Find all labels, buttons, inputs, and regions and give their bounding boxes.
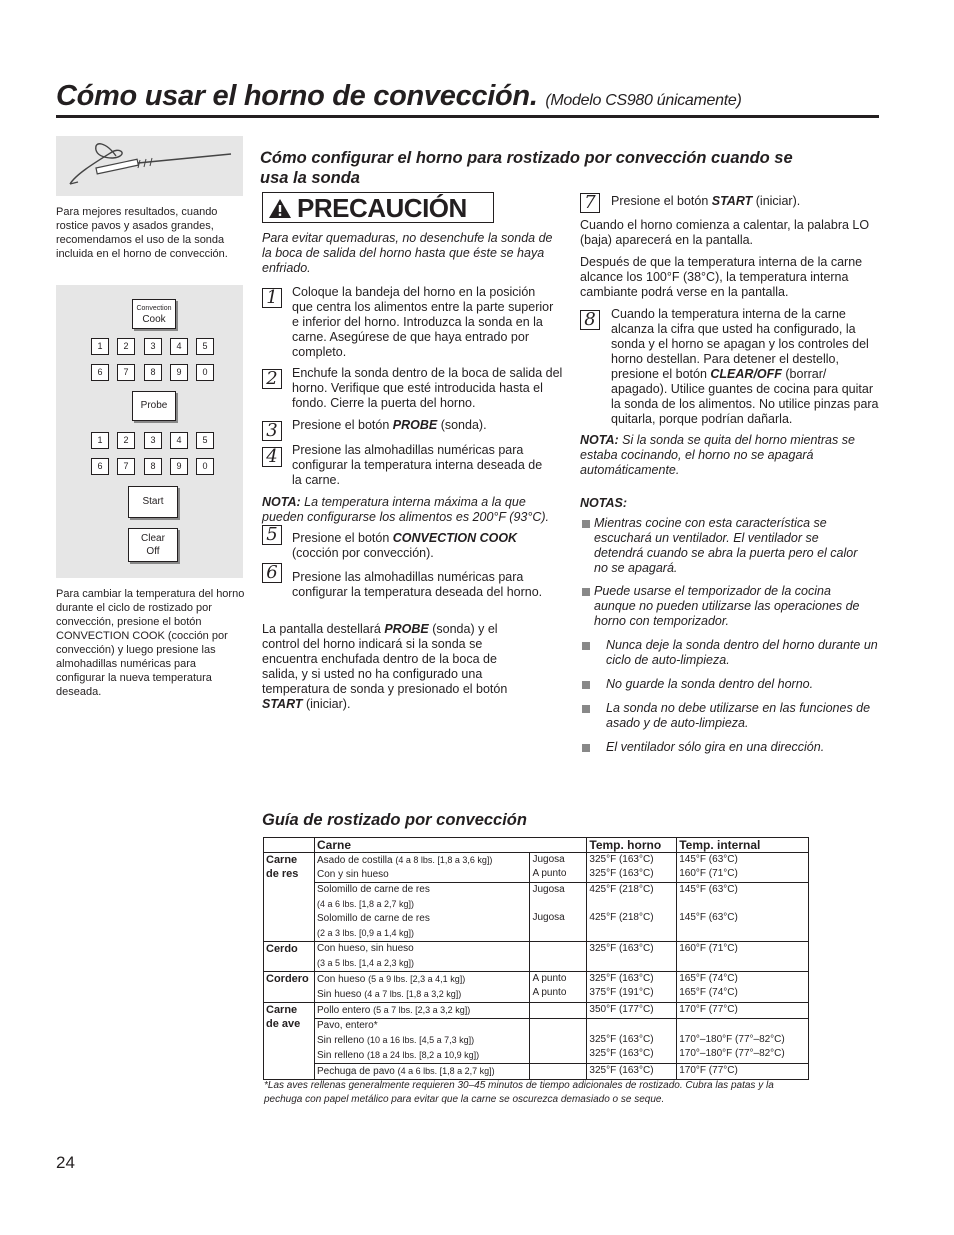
doneness: Jugosa (532, 884, 565, 895)
table-cell (677, 883, 809, 942)
probe-key-ref: PROBE (392, 418, 438, 432)
note-max-temp (262, 495, 552, 525)
doneness: Jugosa (532, 912, 565, 923)
internal-temp: 165°F (74°C) (679, 987, 738, 998)
flash-text (262, 622, 524, 712)
step-text-part: (borrar/ apagado). Utilice guantes de cocina para quitar la sonda de los alimentos. No utilice pinzas para quitarla, porque podrían dañarla. (611, 367, 879, 426)
table-cell (530, 942, 587, 972)
num-key: 7 (117, 458, 135, 475)
step-text (292, 418, 560, 433)
flash-text-part: (iniciar). (302, 697, 351, 711)
table-cell (530, 853, 587, 883)
cut-weight: (5 a 7 lbs. [2,3 a 3,2 kg]) (373, 1005, 471, 1015)
table-cell: 325°F (163°C) (587, 942, 677, 972)
step-number: 5 (262, 525, 282, 545)
category-cell: Carne de ave (264, 1003, 315, 1080)
lo-text: Cuando el horno comienza a calentar, la palabra LO (baja) aparecerá en la pantalla. (580, 218, 870, 247)
category-cell: Carne de res (264, 853, 315, 942)
table-header-cell: Temp. horno (587, 838, 677, 853)
num-key: 2 (117, 432, 135, 449)
notas-item: Mientras cocine con esta característica se escuchará un ventilador. El ventilador se detendrá cuando se abra la puerta pero el calor no se apagará. (594, 516, 858, 575)
note-text: La temperatura interna máxima a la que pueden configurarse los alimentos es 200°F (93°C). (262, 495, 550, 524)
num-key: 5 (196, 432, 214, 449)
cut-name: Sin relleno (316, 1050, 365, 1061)
bullet-icon (582, 681, 590, 689)
step-number: 8 (580, 310, 600, 330)
bullet-icon (582, 705, 590, 713)
step-number: 6 (262, 563, 282, 583)
cut-name: Pavo, entero* (316, 1020, 378, 1031)
table-header-row (264, 838, 809, 853)
bullet-icon (582, 588, 590, 596)
step-text-part: Presione el botón (292, 418, 393, 432)
caution-box (262, 192, 494, 223)
num-key: 1 (91, 338, 109, 355)
table-header-cell: Temp. internal (677, 838, 809, 853)
step-text-part: Cuando la temperatura interna de la carne alcanza la cifra que usted ha configurado, la sonda y el horno se apagan y los controles del horno destellan. Para detener el destello, presione el botón (611, 307, 869, 381)
section-heading: Cómo configurar el horno para rostizado por convección cuando se usa la sonda (260, 149, 793, 187)
num-key: 8 (144, 364, 162, 381)
notas-item: No guarde la sonda dentro del horno. (606, 677, 814, 691)
probe-caption: Para mejores resultados, cuando rostice pavos y asados grandes, recomendamos el uso de la sonda incluida en el horno de convección. (56, 206, 228, 260)
cut-name: Pollo entero (316, 1005, 371, 1016)
table-cell (677, 972, 809, 1003)
page-title (56, 80, 742, 113)
convection-cook-key-bottom: Cook (142, 314, 166, 325)
internal-temp: 170°–180°F (77°–82°C) (679, 1048, 785, 1059)
caution-text: Para evitar quemaduras, no desenchufe la sonda de la boca de salida del horno hasta que éste se haya enfriado. (262, 231, 553, 275)
cut-name: Con y sin hueso (316, 869, 389, 880)
convection-cook-key-ref: CONVECTION COOK (392, 531, 518, 545)
oven-temp: 325°F (163°C) (589, 1034, 654, 1045)
notas-item: La sonda no debe utilizarse en las funciones de asado y de auto-limpieza. (606, 701, 871, 730)
internal-temp: 170°–180°F (77°–82°C) (679, 1034, 785, 1045)
step-number: 3 (262, 421, 282, 441)
bullet-icon (582, 744, 590, 752)
start-key-ref: START (711, 194, 753, 208)
oven-temp: 425°F (218°C) (589, 912, 654, 923)
caution-word: PRECAUCIÓN (297, 193, 467, 223)
oven-temp: 325°F (163°C) (589, 973, 654, 984)
roasting-guide-table (263, 837, 809, 1080)
table-footnote: *Las aves rellenas generalmente requieren 30–45 minutos de tiempo adicionales de rostizado. Cubra las patas y la pechuga con papel metálico para evitar que la carne se oscurezca demasiado o se seque. (264, 1080, 774, 1105)
oven-temp: 375°F (191°C) (589, 987, 654, 998)
temperature-probe-icon (56, 136, 243, 196)
num-key: 7 (117, 364, 135, 381)
note-probe-removed (580, 433, 870, 478)
doneness: Jugosa (532, 854, 565, 865)
step-text: Coloque la bandeja del horno en la posición que centra los alimentos entre la parte superior e inferior del horno. Introduzca la sonda en la carne. Asegúrese de que haya entrado por completo. (292, 285, 554, 359)
num-key: 0 (196, 458, 214, 475)
step-number: 1 (262, 288, 282, 308)
num-key: 8 (144, 458, 162, 475)
num-key: 1 (91, 432, 109, 449)
cut-weight: (4 a 6 lbs. [1,8 a 2,7 kg]) (316, 899, 415, 909)
probe-key: Probe (132, 391, 176, 421)
cut-weight: (4 a 8 lbs. [1,8 a 3,6 kg]) (395, 855, 493, 865)
cut-weight: (4 a 6 lbs. [1,8 a 2,7 kg]) (397, 1066, 495, 1076)
table-cell (314, 942, 529, 972)
cut-name: Sin relleno (316, 1035, 365, 1046)
table-cell (314, 1019, 529, 1064)
flash-text-part: (sonda) y el control del horno indicará si la sonda se encuentra enchufada dentro de la boca de salida, y si usted no ha configurado una temperatura de sonda y presionado el botón (262, 622, 508, 696)
table-row (264, 883, 809, 942)
table-cell: 170°F (77°C) (677, 1064, 809, 1080)
cut-weight: (18 a 24 lbs. [8,2 a 10,9 kg]) (367, 1050, 480, 1060)
step-text (292, 531, 554, 561)
note-text: Si la sonda se quita del horno mientras se estaba cocinando, el horno no se apagará automáticamente. (580, 433, 855, 477)
internal-temp: 145°F (63°C) (679, 912, 738, 923)
cut-name: Pechuga de pavo (316, 1066, 395, 1077)
table-cell: 160°F (71°C) (677, 942, 809, 972)
step-text (611, 194, 871, 209)
cut-name: Solomillo de carne de res (316, 913, 430, 924)
num-key: 3 (144, 432, 162, 449)
table-cell (530, 1064, 587, 1080)
notas-item: Puede usarse el temporizador de la cocina aunque no pueden utilizarse las operaciones de horno con temporizador. (594, 584, 860, 628)
doneness: A punto (532, 973, 567, 984)
step-number: 4 (262, 447, 282, 467)
cut-weight: (2 a 3 lbs. [0,9 a 1,4 kg]) (316, 928, 415, 938)
table-cell (587, 853, 677, 883)
bullet-icon (582, 520, 590, 528)
cut-weight: (4 a 7 lbs. [1,8 a 3,2 kg]) (364, 989, 462, 999)
step-text-part: (cocción por convección). (292, 546, 434, 560)
table-title: Guía de rostizado por convección (262, 811, 527, 829)
notas-label: NOTAS: (580, 496, 627, 510)
table-cell (530, 972, 587, 1003)
table-header-cell (264, 838, 315, 853)
temp-display-text: Después de que la temperatura interna de la carne alcance los 100°F (38°C), la temperatura interna cambiante podrá verse en la pantalla. (580, 255, 863, 299)
convection-cook-key-top: Convection (136, 305, 172, 312)
page-number: 24 (56, 1153, 75, 1172)
doneness: A punto (532, 987, 567, 998)
table-row (264, 1019, 809, 1064)
table-cell: 350°F (177°C) (587, 1003, 677, 1019)
flash-text-part: La pantalla destellará (262, 622, 385, 636)
cut-name: Con hueso (316, 974, 366, 985)
internal-temp: 160°F (71°C) (679, 868, 738, 879)
step-text-part: (sonda). (437, 418, 487, 432)
table-cell (677, 853, 809, 883)
table-cell (530, 1003, 587, 1019)
oven-temp: 425°F (218°C) (589, 884, 654, 895)
num-key: 4 (170, 338, 188, 355)
step-text-part: Presione el botón (292, 531, 393, 545)
table-row (264, 1003, 809, 1019)
title-rule (56, 115, 879, 118)
table-row (264, 1064, 809, 1080)
num-key: 4 (170, 432, 188, 449)
step-text: Presione las almohadillas numéricas para configurar la temperatura interna deseada de la carne. (292, 443, 543, 487)
clear-off-key-ref: CLEAR/OFF (710, 367, 782, 381)
table-header-cell: Carne (314, 838, 586, 853)
probe-illustration (56, 136, 243, 196)
convection-cook-key (132, 299, 176, 329)
oven-temp: 325°F (163°C) (589, 868, 654, 879)
step-text: Presione las almohadillas numéricas para configurar la temperatura deseada del horno. (292, 570, 543, 599)
num-key: 0 (196, 364, 214, 381)
table-cell (314, 972, 529, 1003)
table-row (264, 942, 809, 972)
table-cell (530, 1019, 587, 1064)
notas-item: El ventilador sólo gira en una dirección. (606, 740, 825, 754)
cut-weight: (10 a 16 lbs. [4,5 a 7,3 kg]) (367, 1035, 475, 1045)
internal-temp: 145°F (63°C) (679, 854, 738, 865)
num-key: 6 (91, 458, 109, 475)
table-cell (314, 883, 529, 942)
cut-name: Con hueso, sin hueso (316, 943, 414, 954)
table-row (264, 853, 809, 883)
table-cell: 325°F (163°C) (587, 1064, 677, 1080)
clear-off-key (128, 528, 178, 562)
cut-name: Asado de costilla (316, 855, 393, 866)
clear-off-key-bottom: Off (146, 546, 160, 557)
table-cell (677, 1019, 809, 1064)
start-key: Start (128, 486, 178, 518)
bullet-icon (582, 642, 590, 650)
internal-temp: 145°F (63°C) (679, 884, 738, 895)
num-key: 5 (196, 338, 214, 355)
step-text-part: (iniciar). (752, 194, 801, 208)
keypad-illustration (56, 285, 243, 578)
num-key: 9 (170, 458, 188, 475)
step-text (611, 307, 883, 427)
notas-item: Nunca deje la sonda dentro del horno durante un ciclo de auto-limpieza. (606, 638, 878, 667)
num-key: 9 (170, 364, 188, 381)
table-cell (587, 883, 677, 942)
num-key: 3 (144, 338, 162, 355)
table-cell: 170°F (77°C) (677, 1003, 809, 1019)
note-label: NOTA: (262, 495, 301, 509)
table-cell (314, 1064, 529, 1080)
oven-temp: 325°F (163°C) (589, 1048, 654, 1059)
category-cell: Cerdo (264, 942, 315, 972)
step-text-part: Presione el botón (611, 194, 712, 208)
table-cell (530, 883, 587, 942)
table-cell (587, 972, 677, 1003)
probe-key-ref: PROBE (384, 622, 429, 636)
model-note: (Modelo CS980 únicamente) (545, 92, 742, 109)
keypad-caption: Para cambiar la temperatura del horno durante el ciclo de rostizado por convección, presione el botón CONVECTION COOK (cocción por convección) y luego presione las almohadillas numéricas para configurar la nueva temperatura deseada. (56, 588, 245, 698)
table-row (264, 972, 809, 1003)
category-cell: Cordero (264, 972, 315, 1003)
warning-icon (268, 198, 292, 219)
page-title-main: Cómo usar el horno de convección. (56, 80, 538, 112)
doneness: A punto (532, 868, 567, 879)
oven-temp: 325°F (163°C) (589, 854, 654, 865)
step-text: Enchufe la sonda dentro de la boca de salida del horno. Verifique que esté introducida hasta el fondo. Cierre la puerta del horno. (292, 366, 563, 410)
note-label: NOTA: (580, 433, 619, 447)
internal-temp: 165°F (74°C) (679, 973, 738, 984)
num-key: 6 (91, 364, 109, 381)
cut-weight: (3 a 5 lbs. [1,4 a 2,3 kg]) (316, 958, 415, 968)
clear-off-key-top: Clear (141, 533, 165, 544)
start-key-ref: START (262, 697, 303, 711)
table-cell (587, 1019, 677, 1064)
cut-name: Sin hueso (316, 989, 362, 1000)
table-cell (314, 1003, 529, 1019)
table-cell (314, 853, 529, 883)
step-number: 7 (580, 193, 600, 213)
cut-weight: (5 a 9 lbs. [2,3 a 4,1 kg]) (368, 974, 466, 984)
cut-name: Solomillo de carne de res (316, 884, 430, 895)
num-key: 2 (117, 338, 135, 355)
step-number: 2 (262, 369, 282, 389)
